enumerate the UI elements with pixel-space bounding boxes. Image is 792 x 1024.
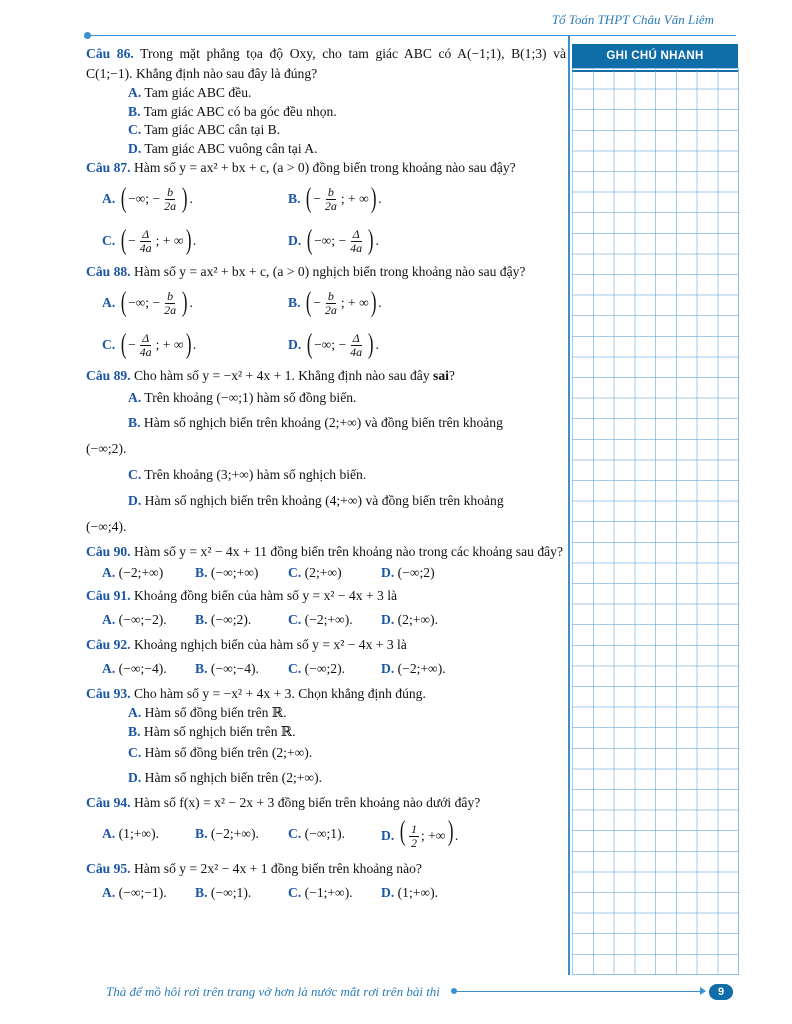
option-label: A. — [128, 390, 142, 405]
option-text: Trên khoảng (3;+∞) hàm số nghịch biến. — [144, 467, 367, 482]
question-95 — [86, 859, 566, 879]
option-fraction: $\frac{\Delta}{4a}$ — [139, 330, 152, 359]
question-92 — [86, 635, 566, 655]
option-fraction: $\frac{b}{2a}$ — [324, 288, 337, 317]
question-text: Cho hàm số y = −x² + 4x + 3. Chọn khẳng định đúng. — [133, 686, 426, 701]
option-92-c: C. (−∞;2). — [288, 661, 346, 676]
option-label: B. — [288, 191, 301, 206]
option-92-d: D. (−2;+∞). — [381, 661, 446, 676]
footer-arrow-icon — [700, 987, 706, 995]
option-fraction: $\frac{\Delta}{4a}$ — [350, 226, 363, 255]
option-left: −∞; − — [313, 233, 347, 248]
question-text: Cho hàm số y = −x² + 4x + 1. Khẳng định nào sau đây — [133, 368, 434, 383]
options-88-row-1 — [86, 282, 566, 324]
question-label: Câu 88. — [86, 264, 131, 279]
question-text: Hàm số f(x) = x² − 2x + 3 đồng biến trên khoảng nào dưới đây? — [133, 795, 481, 810]
option-left: − — [313, 191, 321, 206]
question-text: Hàm số y = x² − 4x + 11 đồng biến trên khoảng nào trong các khoảng sau đây? — [133, 544, 563, 559]
option-93-a: A. Hàm số đồng biến trên ℝ. — [128, 705, 287, 720]
column-divider — [568, 35, 570, 975]
option-90-b: B. (−∞;+∞) — [195, 565, 259, 580]
option-95-a: A. (−∞;−1). — [102, 885, 167, 900]
option-90-c: C. (2;+∞) — [288, 565, 342, 580]
question-label: Câu 95. — [86, 861, 131, 876]
question-label: Câu 86. — [86, 46, 134, 61]
option-text: Tam giác ABC có ba góc đều nhọn. — [143, 103, 337, 119]
page-number: 9 — [709, 984, 733, 1000]
question-93 — [86, 684, 566, 704]
option-95-d: D. (1;+∞). — [381, 885, 439, 900]
question-text: Hàm số y = ax² + bx + c, (a > 0) đồng biến trong khoảng nào sau đậy? — [133, 160, 516, 175]
option-90-a: A. (−2;+∞) — [102, 565, 164, 580]
option-fraction: $\frac{\Delta}{4a}$ — [139, 226, 152, 255]
option-left: −∞; − — [127, 191, 161, 206]
question-90 — [86, 542, 566, 562]
footer-rule — [455, 991, 705, 992]
options-91 — [86, 609, 566, 631]
question-89: Câu 89. Cho hàm số y = −x² + 4x + 1. Khẳng định nào sau đây sai? — [86, 368, 455, 383]
options-94 — [86, 813, 566, 855]
option-text: Hàm số nghịch biến trên khoảng (2;+∞) và đồng biến trên khoảng — [143, 415, 503, 430]
option-fraction: $\frac{\Delta}{4a}$ — [350, 330, 363, 359]
option-95-c: C. (−1;+∞). — [288, 885, 353, 900]
option-left: − — [127, 233, 136, 248]
options-87-row-1 — [86, 178, 566, 220]
option-88-c: C. ( − $\frac{\Delta}{4a}$ ; + ∞ ) . — [102, 329, 197, 360]
option-left: − — [313, 295, 321, 310]
option-label: B. — [288, 295, 301, 310]
option-label: A. — [102, 191, 116, 206]
question-label: Câu 91. — [86, 588, 131, 603]
option-86-b — [128, 103, 566, 122]
question-text: Khoảng nghịch biến của hàm số y = x² − 4x + 3 là — [133, 637, 407, 652]
option-label: A. — [128, 85, 142, 100]
question-text: Hàm số y = 2x² − 4x + 1 đồng biến trên khoảng nào? — [133, 861, 422, 876]
option-87-a: A. ( −∞; − $\frac{b}{2a}$ ) . — [102, 183, 193, 214]
option-94-b: B. (−2;+∞). — [195, 826, 259, 841]
option-87-b: B. ( − $\frac{b}{2a}$ ; + ∞ ) . — [288, 183, 382, 214]
option-fraction: $\frac{b}{2a}$ — [164, 184, 177, 213]
option-88-b: B. ( − $\frac{b}{2a}$ ; + ∞ ) . — [288, 287, 382, 318]
question-text: Hàm số y = ax² + bx + c, (a > 0) nghịch biến trong khoảng nào sau đậy? — [133, 264, 526, 279]
option-left: −∞; − — [313, 337, 347, 352]
option-89-d-cont: (−∞;4). — [86, 519, 127, 534]
header-rule — [86, 35, 736, 36]
option-label: C. — [128, 467, 142, 482]
option-label: C. — [102, 233, 116, 248]
option-label: D. — [288, 233, 302, 248]
option-label: D. — [128, 493, 142, 508]
option-91-b: B. (−∞;2). — [195, 612, 252, 627]
question-label: Câu 87. — [86, 160, 131, 175]
option-label: C. — [128, 122, 142, 137]
options-88-row-2 — [86, 324, 566, 366]
option-left: − — [127, 337, 136, 352]
option-94-a: A. (1;+∞). — [102, 826, 160, 841]
question-label: Câu 90. — [86, 544, 131, 559]
option-text: Tam giác ABC cân tại B. — [144, 122, 281, 137]
quick-notes-grid — [572, 68, 739, 975]
question-86 — [86, 44, 566, 84]
option-89-b-cont: (−∞;2). — [86, 441, 127, 456]
option-label: B. — [128, 415, 141, 430]
option-label: A. — [102, 295, 116, 310]
option-89-b — [86, 410, 566, 436]
option-fraction: $\frac{b}{2a}$ — [164, 288, 177, 317]
question-label: Câu 94. — [86, 795, 131, 810]
option-label: B. — [128, 103, 141, 119]
option-89-a — [128, 386, 566, 410]
header-school-name: Tổ Toán THPT Châu Văn Liêm — [551, 12, 714, 27]
option-92-b: B. (−∞;−4). — [195, 661, 259, 676]
question-87 — [86, 158, 566, 178]
options-92 — [86, 658, 566, 680]
options-95 — [86, 882, 566, 904]
option-94-c: C. (−∞;1). — [288, 826, 346, 841]
option-89-c — [128, 462, 566, 488]
option-label: D. — [288, 337, 302, 352]
option-87-d: D. ( −∞; − $\frac{\Delta}{4a}$ ) . — [288, 225, 379, 256]
option-86-a — [128, 84, 566, 103]
option-86-c — [128, 121, 566, 140]
footer-quote: Thà để mồ hôi rơi trên trang vở hơn là nước mắt rơi trên bài thi — [106, 984, 440, 999]
option-93-b: B. Hàm số nghịch biến trên ℝ. — [128, 723, 296, 739]
option-90-d: D. (−∞;2) — [381, 565, 435, 580]
option-text: Tam giác ABC đều. — [144, 85, 252, 100]
option-label: D. — [128, 140, 142, 156]
options-87-row-2 — [86, 220, 566, 262]
question-94 — [86, 793, 566, 813]
question-list — [86, 44, 566, 904]
option-86-d — [128, 140, 566, 159]
option-88-a: A. ( −∞; − $\frac{b}{2a}$ ) . — [102, 287, 193, 318]
question-text: Khoảng đồng biến của hàm số y = x² − 4x + 3 là — [133, 588, 398, 603]
option-91-a: A. (−∞;−2). — [102, 612, 167, 627]
quick-notes-title: GHI CHÚ NHANH — [572, 44, 738, 68]
option-91-d: D. (2;+∞). — [381, 612, 439, 627]
option-95-b: B. (−∞;1). — [195, 885, 252, 900]
question-label: Câu 93. — [86, 686, 131, 701]
question-text: Trong mặt phẳng tọa độ Oxy, cho tam giác ABC có A(−1;1), B(1;3) và C(1;−1). Khẳng định nào sau đây là đúng? — [86, 46, 566, 81]
option-text: Hàm số nghịch biến trên khoảng (4;+∞) và đồng biến trên khoảng — [144, 493, 504, 508]
question-91 — [86, 586, 566, 606]
option-label: C. — [102, 337, 116, 352]
option-93-c: C. Hàm số đồng biến trên (2;+∞). — [128, 745, 313, 760]
option-87-c: C. ( − $\frac{\Delta}{4a}$ ; + ∞ ) . — [102, 225, 197, 256]
option-88-d: D. ( −∞; − $\frac{\Delta}{4a}$ ) . — [288, 329, 379, 360]
option-text: Tam giác ABC vuông cân tại A. — [144, 140, 318, 156]
option-fraction: $\frac{b}{2a}$ — [324, 184, 337, 213]
option-91-c: C. (−2;+∞). — [288, 612, 353, 627]
option-94-d: D. ( $\frac{1}{2}$ ; +∞) . — [381, 815, 459, 851]
question-label: Câu 92. — [86, 637, 131, 652]
option-text: Trên khoảng (−∞;1) hàm số đồng biến. — [144, 390, 357, 405]
option-89-d — [86, 488, 566, 514]
option-left: −∞; − — [127, 295, 161, 310]
question-88 — [86, 262, 566, 282]
option-93-d: D. Hàm số nghịch biến trên (2;+∞). — [128, 770, 323, 785]
question-emphasis: sai — [433, 368, 449, 383]
options-90 — [86, 562, 566, 584]
option-92-a: A. (−∞;−4). — [102, 661, 167, 676]
option-fraction: $\frac{1}{2}$ — [410, 822, 417, 851]
question-label: Câu 89. — [86, 368, 131, 383]
